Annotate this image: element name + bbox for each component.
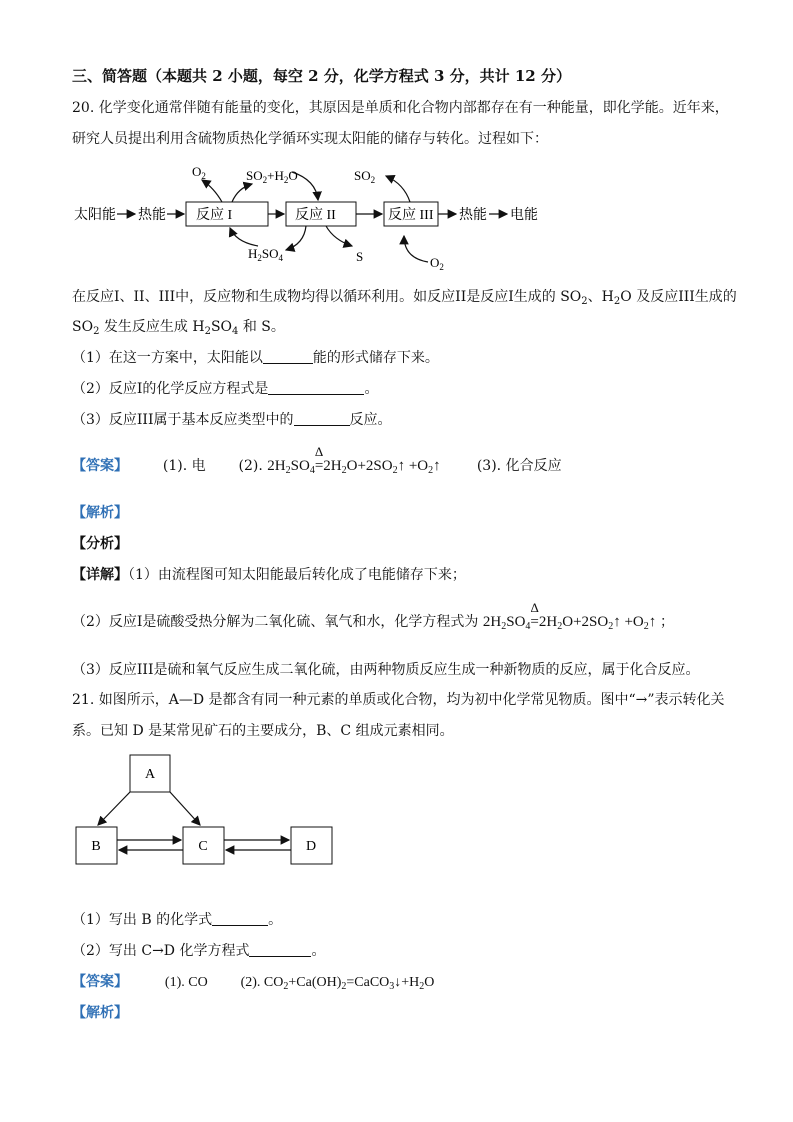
fenxi-tag: 【分析】 <box>72 536 128 552</box>
q20-process-diagram <box>0 150 793 275</box>
svg-text:B: B <box>91 839 101 854</box>
arrow-o2-r3 <box>404 236 428 262</box>
q20-answer-row <box>72 444 562 481</box>
answer-blank[interactable] <box>212 911 268 926</box>
q20-detail-3: （3）反应III是硫和氧气反应生成二氧化硫，由两种物质反应生成一种新物质的反应，属于化合反应。 <box>72 662 700 678</box>
reaction-1-label: 反应 I <box>196 208 233 223</box>
answer-2-equation: $2H_2SO_4$ Δ $=2H_2O+2SO_2↑$ $+O_2↑$ <box>267 444 441 476</box>
s-label: S <box>356 249 364 264</box>
so2-h2o-label: $SO_2+H_2O$ <box>246 168 298 185</box>
arrow-r3-so2 <box>386 176 410 202</box>
answer-tag: 【答案】 <box>72 458 128 474</box>
o2-top-label: $O_2$ <box>192 164 206 181</box>
q20-stem-line1: 20. 化学变化通常伴随有能量的变化，其原因是单质和化合物内部都存在有一种能量，即化学能。近年来， <box>72 100 729 116</box>
svg-text:C: C <box>198 839 208 854</box>
arrow-h2so4-r1 <box>230 228 258 246</box>
q20-desc-line1: 在反应I、II、III中，反应物和生成物均得以循环利用。如反应II是反应I生成的 $SO_2$、$H_2O$ 及反应III生成的 <box>72 289 737 307</box>
svg-text:A: A <box>144 767 156 782</box>
q21-stem-line2: 系。已知 D 是某常见矿石的主要成分，B、C 组成元素相同。 <box>72 723 454 739</box>
arrow-r2-h2so4 <box>286 226 306 250</box>
section-title: 三、简答题（本题共 2 小题，每空 2 分，化学方程式 3 分，共计 12 分） <box>72 67 571 85</box>
q20-sub3: （3）反应III属于基本反应类型中的 反应。 <box>72 412 392 428</box>
q21-stem-line1: 21. 如图所示，A—D 是都含有同一种元素的单质或化合物，均为初中化学常见物质。图中“→”表示转化关 <box>72 692 725 708</box>
svg-text:D: D <box>305 839 317 854</box>
so2-right-label: $SO_2$ <box>354 168 376 185</box>
answer-blank[interactable] <box>249 942 311 957</box>
q21-answer-row <box>72 972 434 997</box>
heat-in-label: 热能 <box>138 208 166 223</box>
answer-blank[interactable] <box>263 349 313 364</box>
answer-blank[interactable] <box>268 380 364 395</box>
answer-1: (1). 电 <box>162 458 206 474</box>
q21-sub1: （1）写出 B 的化学式 。 <box>72 912 283 928</box>
q20-sub1: （1）在这一方案中，太阳能以 能的形式储存下来。 <box>72 350 439 366</box>
arrow-a-c <box>170 792 200 825</box>
reaction-3-label: 反应 III <box>388 208 434 223</box>
answer-tag: 【答案】 <box>72 974 128 990</box>
electric-energy-label: 电能 <box>510 208 538 223</box>
arrow-a-b <box>98 792 130 825</box>
reaction-2-label: 反应 II <box>295 208 336 223</box>
h2so4-label: $H_2SO_4$ <box>248 246 284 263</box>
arrow-r2-s <box>326 226 352 246</box>
q21-answer-1: (1). CO <box>164 975 208 990</box>
q20-sub2: （2）反应I的化学反应方程式是 。 <box>72 381 379 397</box>
answer-2-label: (2). <box>238 458 263 474</box>
q20-detail-2: （2）反应I是硫酸受热分解为二氧化硫、氧气和水，化学方程式为 $2H_2SO_4$ Δ $=2H_2O+2SO_2↑$ $+O_2↑$ ； <box>72 600 674 632</box>
arrow-r1-o2 <box>202 180 222 202</box>
q20-stem-line2: 研究人员提出利用含硫物质热化学循环实现太阳能的储存与转化。过程如下： <box>72 131 548 147</box>
q20-detail-1: 【详解】（1）由流程图可知太阳能最后转化成了电能储存下来； <box>72 567 466 583</box>
answer-3: (3). 化合反应 <box>476 458 562 474</box>
q20-desc-line2: $SO_2$ 发生反应生成 $H_2SO_4$ 和 S。 <box>72 319 285 337</box>
q21-analysis-tag: 【解析】 <box>72 1005 128 1021</box>
heat-out-label: 热能 <box>459 208 487 223</box>
q21-answer-2: (2). $CO_2+Ca(OH)_2=CaCO_3↓+H_2O$ <box>240 975 435 992</box>
arrow-r1-so2h2o <box>232 184 252 202</box>
solar-energy-label: 太阳能 <box>74 208 116 223</box>
answer-blank[interactable] <box>294 411 350 426</box>
q21-sub2: （2）写出 C→D 化学方程式 。 <box>72 943 326 959</box>
q21-conversion-diagram <box>0 750 793 870</box>
analysis-tag: 【解析】 <box>72 505 128 521</box>
o2-bottom-label: $O_2$ <box>430 255 444 272</box>
